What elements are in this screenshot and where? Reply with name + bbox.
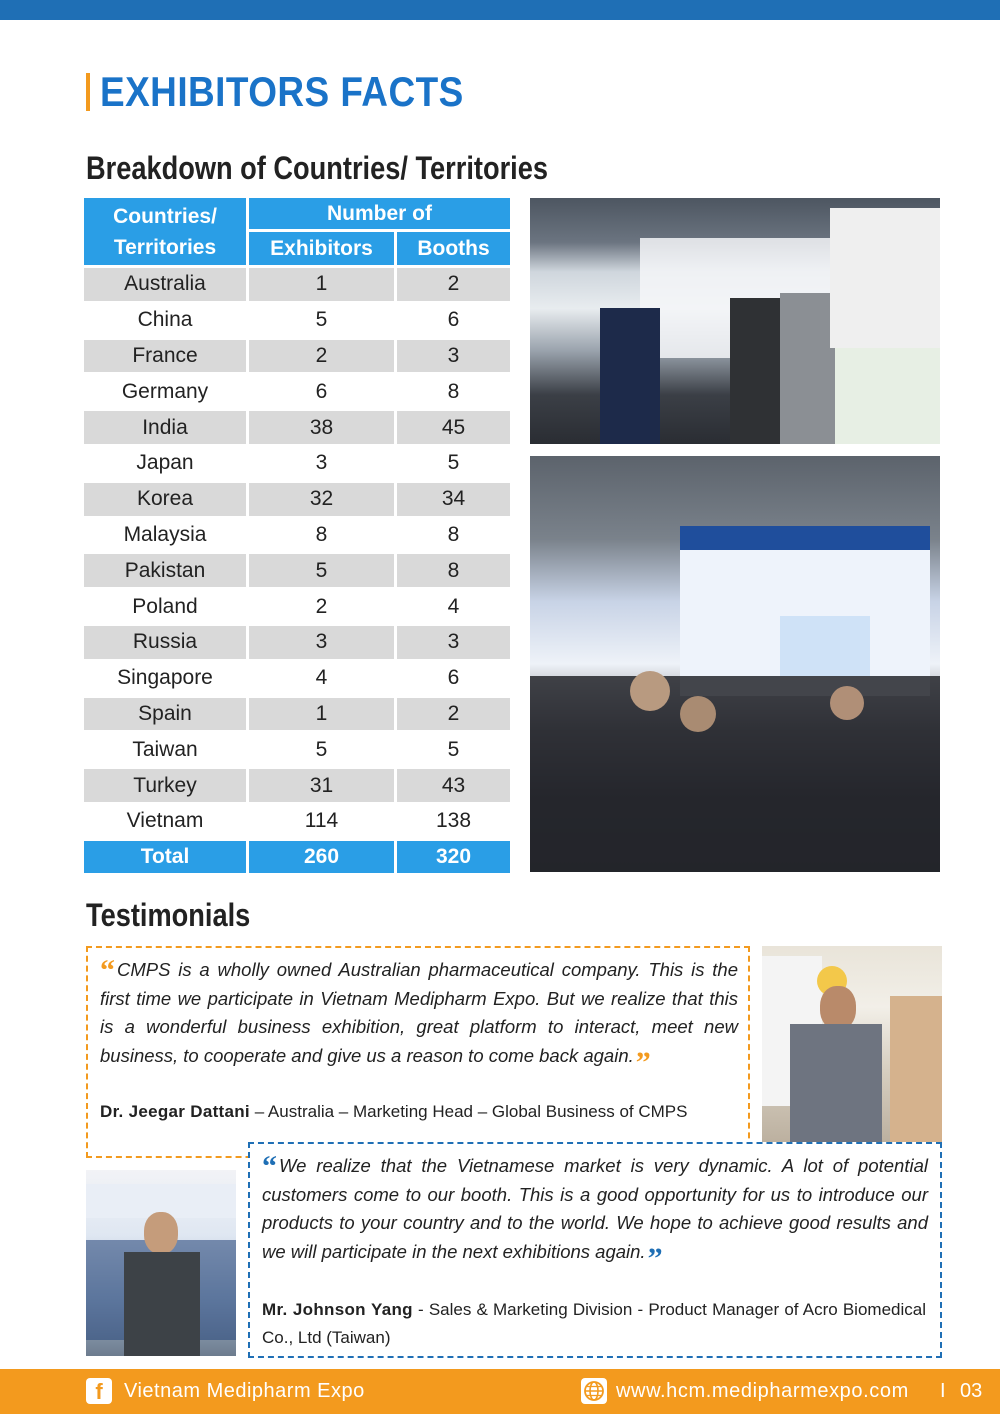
- page-number: 03: [960, 1380, 983, 1402]
- table-cell-exhibitors: 6: [315, 379, 328, 403]
- table-total-booths: 320: [397, 841, 510, 873]
- testimonial-card-2: [248, 1142, 942, 1358]
- table-cell-country: Russia: [84, 626, 246, 659]
- portrait-jeegar-dattani: [762, 946, 942, 1150]
- page-title-wrap: [86, 70, 513, 114]
- exhibition-photo-booth-handshake: [530, 198, 940, 444]
- close-quote-icon: ”: [647, 1241, 663, 1275]
- table-cell-exhibitors: 114: [304, 809, 339, 833]
- open-quote-icon: “: [100, 954, 115, 987]
- header-number-of: Number of: [249, 198, 510, 229]
- table-cell-booths: 34: [397, 483, 510, 516]
- testimonial-card-1: [86, 946, 750, 1158]
- table-cell-country: Japan: [136, 451, 194, 475]
- table-cell-exhibitors: 8: [315, 522, 328, 546]
- testimonial-2-author: [262, 1296, 926, 1352]
- table-cell-booths: 8: [397, 554, 510, 587]
- title-accent-bar: [86, 73, 90, 111]
- table-cell-country: France: [84, 340, 246, 373]
- table-cell-country: Germany: [121, 379, 209, 403]
- footer-separator: I: [940, 1380, 946, 1402]
- table-cell-booths: 3: [397, 340, 510, 373]
- testimonial-1-quote-text: CMPS is a wholly owned Australian pharmaceutical company. This is the first time we participate in Vietnam Medipharm Expo. But we realize that this is a wonderful business exhibition, great platform to interact, meet new business, to cooperate and give us a reason to come back again.: [100, 959, 738, 1066]
- table-cell-country: Korea: [84, 483, 246, 516]
- table-cell-booths: 6: [447, 666, 460, 690]
- table-cell-booths: 2: [397, 698, 510, 731]
- table-cell-country: Australia: [84, 268, 246, 301]
- table-cell-booths: 5: [447, 737, 460, 761]
- table-cell-exhibitors: 5: [249, 554, 394, 587]
- header-booths: Booths: [397, 232, 510, 265]
- table-cell-exhibitors: 32: [249, 483, 394, 516]
- table-total-label: Total: [84, 841, 246, 873]
- table-cell-exhibitors: 4: [315, 666, 328, 690]
- testimonial-1-quote: [100, 954, 738, 1079]
- table-cell-exhibitors: 1: [249, 268, 394, 301]
- table-total-exhibitors: 260: [249, 841, 394, 873]
- table-cell-exhibitors: 2: [315, 594, 328, 618]
- header-exhibitors: Exhibitors: [249, 232, 394, 265]
- testimonial-1-name: Dr. Jeegar Dattani: [100, 1102, 250, 1121]
- breakdown-title: Breakdown of Countries/ Territories: [86, 150, 548, 186]
- table-cell-booths: 8: [447, 522, 460, 546]
- table-cell-country: Malaysia: [123, 522, 207, 546]
- table-cell-booths: 5: [447, 451, 460, 475]
- table-cell-booths: 2: [397, 268, 510, 301]
- footer-brand-link[interactable]: Vietnam Medipharm Expo: [124, 1380, 365, 1402]
- table-cell-country: Poland: [132, 594, 198, 618]
- table-cell-booths: 43: [397, 769, 510, 802]
- portrait-johnson-yang: [86, 1170, 236, 1356]
- table-cell-country: Taiwan: [132, 737, 198, 761]
- header-countries: [84, 198, 246, 265]
- table-cell-exhibitors: 3: [315, 451, 328, 475]
- table-cell-country: India: [84, 411, 246, 444]
- header-countries-line2: Territories: [113, 235, 217, 259]
- table-cell-country: China: [137, 308, 193, 332]
- footer-website-link[interactable]: www.hcm.medipharmexpo.com: [616, 1380, 909, 1402]
- header-countries-line1: Countries/: [113, 204, 217, 228]
- table-cell-exhibitors: 2: [249, 340, 394, 373]
- table-cell-exhibitors: 5: [315, 308, 328, 332]
- table-cell-country: Vietnam: [126, 809, 204, 833]
- table-cell-booths: 3: [397, 626, 510, 659]
- footer: [0, 1369, 1000, 1414]
- table-cell-booths: 6: [447, 308, 460, 332]
- table-cell-exhibitors: 5: [315, 737, 328, 761]
- table-cell-exhibitors: 1: [249, 698, 394, 731]
- table-cell-exhibitors: 38: [249, 411, 394, 444]
- testimonial-1-author: [100, 1098, 736, 1126]
- testimonial-2-name: Mr. Johnson Yang: [262, 1300, 413, 1319]
- testimonials-title: Testimonials: [86, 897, 251, 933]
- table-cell-country: Singapore: [117, 666, 213, 690]
- table-cell-booths: 8: [447, 379, 460, 403]
- table-cell-exhibitors: 31: [249, 769, 394, 802]
- open-quote-icon: “: [262, 1150, 277, 1183]
- table-cell-country: Spain: [84, 698, 246, 731]
- table-cell-booths: 45: [397, 411, 510, 444]
- exhibition-photo-booth-crowd: [530, 456, 940, 872]
- table-cell-country: Pakistan: [84, 554, 246, 587]
- testimonial-2-quote: [262, 1150, 928, 1275]
- globe-icon: [581, 1378, 607, 1404]
- testimonial-2-role: - Sales & Marketing Division - Product Manager of Acro Biomedical Co., Ltd (Taiwan): [262, 1300, 926, 1347]
- page-title: EXHIBITORS FACTS: [100, 68, 464, 115]
- testimonial-2-quote-text: We realize that the Vietnamese market is very dynamic. A lot of potential customers come to our booth. This is a good opportunity for us to introduce our products to your country and to the world. We hope to achieve good results and we will participate in the next exhibitions again.: [262, 1155, 928, 1262]
- table-cell-exhibitors: 3: [249, 626, 394, 659]
- facebook-icon[interactable]: f: [86, 1378, 112, 1404]
- top-bar: [0, 0, 1000, 20]
- table-cell-country: Turkey: [84, 769, 246, 802]
- table-cell-booths: 4: [447, 594, 460, 618]
- table-cell-booths: 138: [435, 809, 472, 833]
- close-quote-icon: ”: [635, 1045, 651, 1079]
- testimonial-1-role: – Australia – Marketing Head – Global Business of CMPS: [249, 1102, 688, 1121]
